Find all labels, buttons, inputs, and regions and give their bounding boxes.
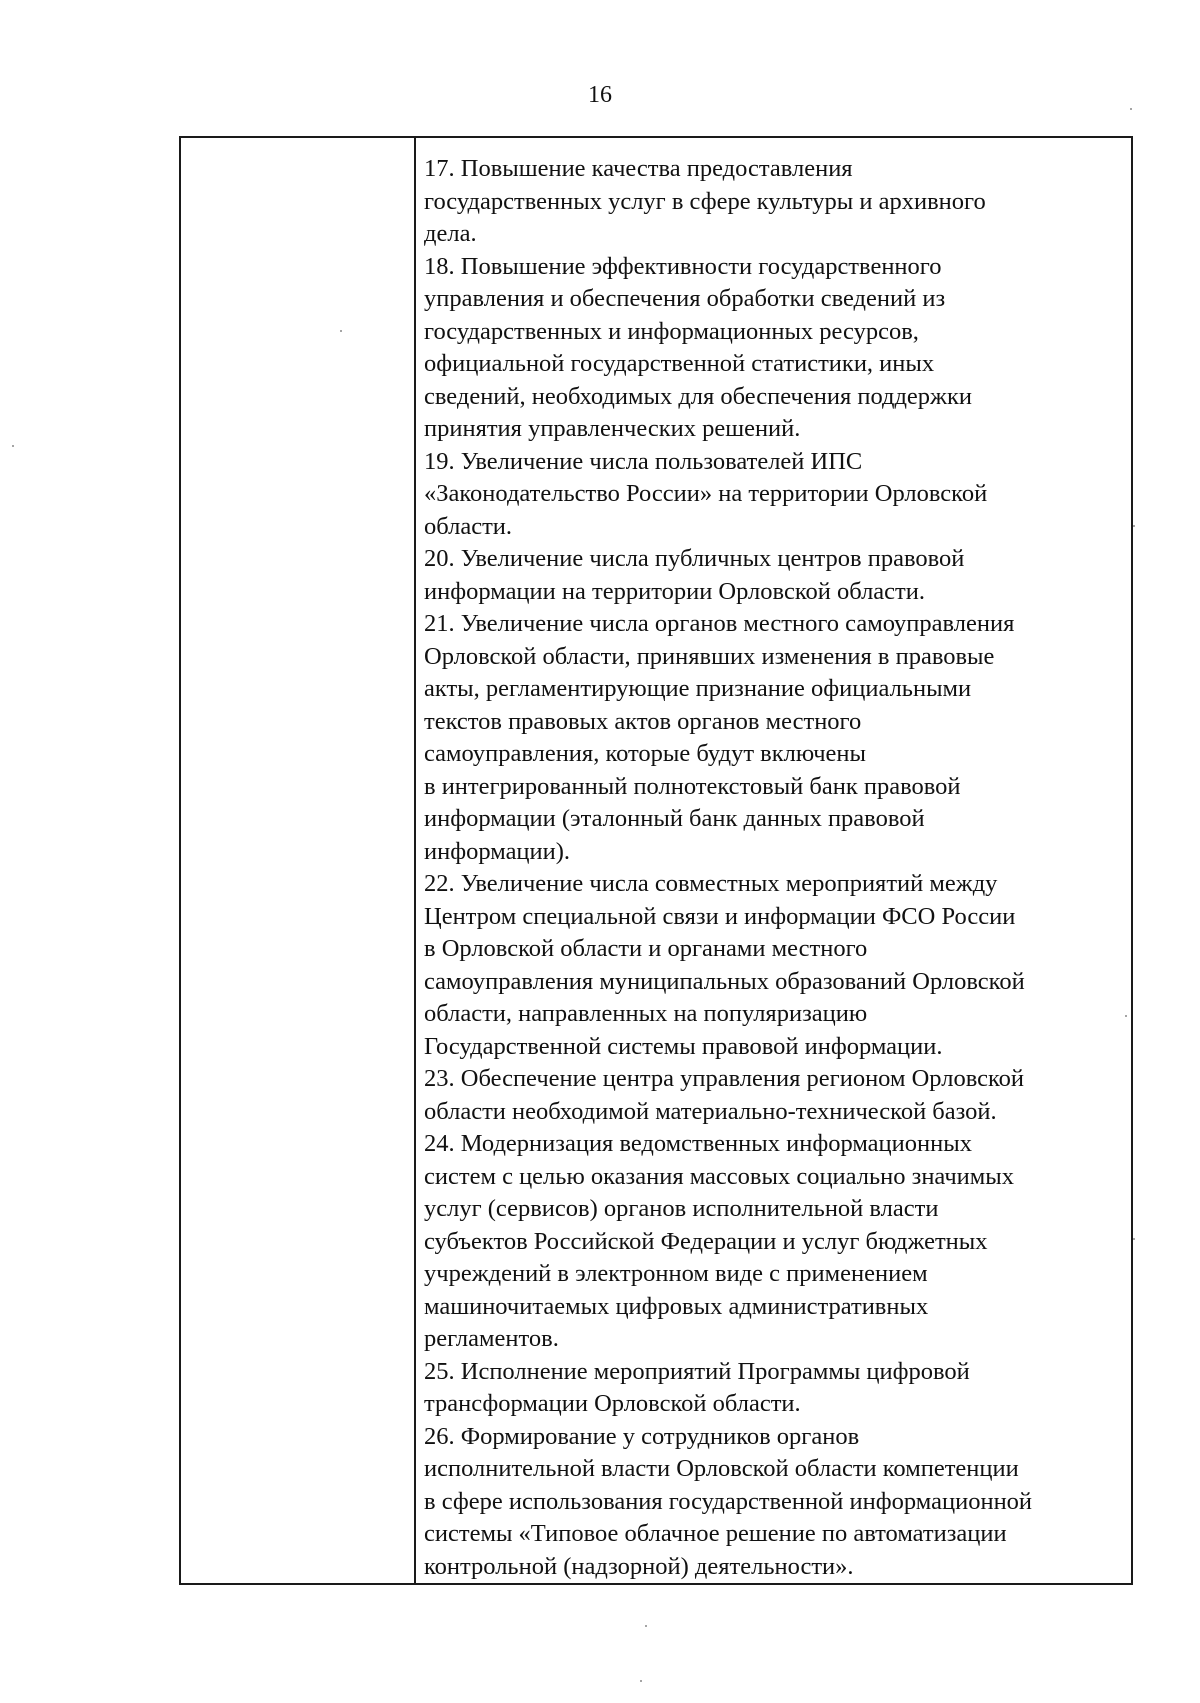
text-line: области, направленных на популяризацию [424,1000,868,1027]
text-line: государственных услуг в сфере культуры и архивного [424,187,986,215]
table-left-cell [181,138,416,1583]
text-line: акты, регламентирующие признание официальными [424,675,972,702]
text-line: учреждений в электронном виде с применением [424,1260,928,1287]
text-line: 22. Увеличение числа совместных мероприятий между [424,870,998,897]
text-line: Орловской области, принявших изменения в правовые [424,642,995,670]
text-line: 21. Увеличение числа органов местного самоуправления [424,610,1015,637]
text-line: субъектов Российской Федерации и услуг бюджетных [424,1227,988,1255]
text-line: услуг (сервисов) органов исполнительной власти [424,1195,939,1222]
table-right-cell [416,138,1131,1583]
scan-speck [640,1680,642,1682]
text-line: Центром специальной связи и информации ФСО России [424,902,1016,930]
text-line: 20. Увеличение числа публичных центров правовой [424,545,965,572]
text-line: дела. [424,220,477,247]
text-line: 23. Обеспечение центра управления регионом Орловской [424,1065,1025,1092]
text-line: 17. Повышение качества предоставления [424,155,853,182]
text-line: официальной государственной статистики, иных [424,350,935,377]
text-line: регламентов. [424,1325,559,1352]
text-line: системы «Типовое облачное решение по автоматизации [424,1520,1007,1547]
text-line: 18. Повышение эффективности государственного [424,252,942,280]
text-line: области необходимой материально-технической базой. [424,1097,997,1125]
text-line: области. [424,512,513,540]
scan-speck [1133,525,1135,527]
text-line: систем с целью оказания массовых социально значимых [424,1162,1014,1190]
page-number: 16 [588,82,612,108]
text-line: машиночитаемых цифровых административных [424,1292,929,1320]
text-line: в интегрированный полнотекстовый банк правовой [424,772,961,800]
text-line: трансформации Орловской области. [424,1390,801,1417]
text-line: сведений, необходимых для обеспечения поддержки [424,382,972,410]
text-line: в сфере использования государственной информационной [424,1487,1033,1515]
text-line: в Орловской области и органами местного [424,935,868,962]
text-line: Государственной системы правовой информации. [424,1032,943,1060]
scan-speck [1133,1238,1135,1240]
scan-speck [340,330,342,332]
text-line: текстов правовых актов органов местного [424,707,862,735]
text-line: самоуправления муниципальных образований Орловской [424,967,1025,995]
text-line: управления и обеспечения обработки сведений из [424,285,946,312]
text-line: информации). [424,837,571,865]
text-line: государственных и информационных ресурсов, [424,317,919,345]
text-line: 24. Модернизация ведомственных информационных [424,1130,972,1157]
scan-speck [12,445,14,447]
scan-speck [645,1625,647,1627]
text-line: 19. Увеличение числа пользователей ИПС [424,447,863,475]
text-line: принятия управленческих решений. [424,415,801,442]
scan-speck [1130,108,1132,110]
text-line: исполнительной власти Орловской области компетенции [424,1455,1019,1482]
text-line: 25. Исполнение мероприятий Программы цифровой [424,1357,970,1385]
text-line: информации (эталонный банк данных правовой [424,805,925,832]
text-line: контрольной (надзорной) деятельности». [424,1552,854,1580]
text-line: самоуправления, которые будут включены [424,740,866,767]
document-table [179,136,1133,1585]
text-line: 26. Формирование у сотрудников органов [424,1422,860,1450]
text-line: «Законодательство России» на территории Орловской [424,480,988,507]
scan-speck [1125,1015,1127,1017]
text-line: информации на территории Орловской области. [424,577,925,605]
